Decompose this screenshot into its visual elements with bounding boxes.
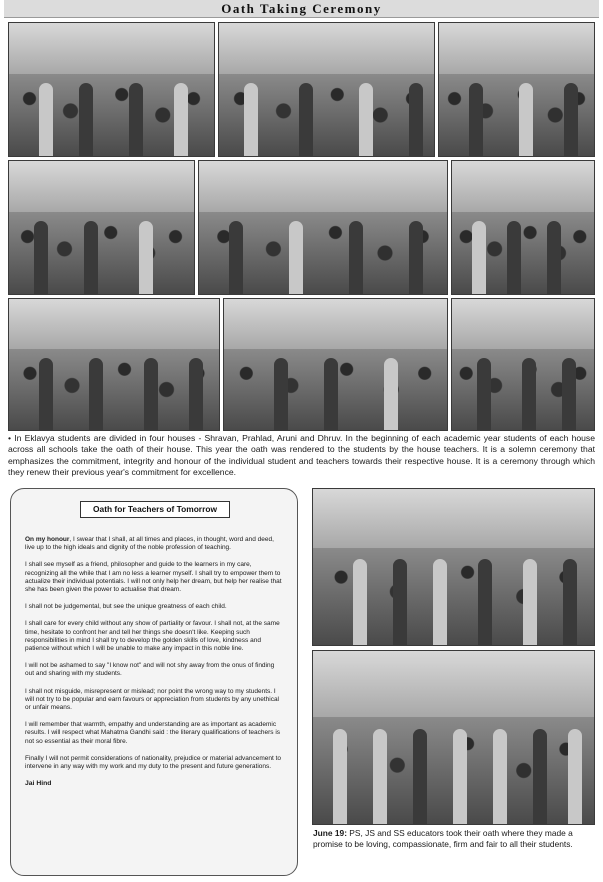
- oath-paragraph: I will remember that warmth, empathy and understanding are as important as academic results. I will respect what Mahatma Gandhi said : the literary qualifications of teachers is not so essential as their moral fibre.: [25, 721, 281, 745]
- photo-teachers-bottom: [312, 650, 595, 825]
- title-bar: [4, 0, 599, 18]
- oath-lead: On my honour: [25, 536, 70, 543]
- photo-teachers-top: [312, 488, 595, 646]
- photo-row3-right: [451, 298, 595, 431]
- oath-paragraph: I shall not misguide, misrepresent or mislead; nor point the wrong way to my students. I will not try to be popular and earn favours or appreciation from students by any unethical or unfair means.: [25, 687, 280, 712]
- page-title: Oath Taking Ceremony: [221, 0, 382, 16]
- oath-paragraph: [25, 536, 285, 552]
- photo-row2-right: [451, 160, 595, 295]
- oath-closing: Jai Hind: [25, 780, 52, 788]
- oath-box: [10, 488, 298, 876]
- oath-first-text: , I swear that I shall, at all times and places, in thought, word and deed, live up to the high ideals and dignity of the noble profession of teaching.: [25, 536, 274, 552]
- june-caption: [313, 828, 597, 850]
- oath-paragraph: I shall see myself as a friend, philosopher and guide to the learners in my care, recognizing all the while that I am no less a learner myself. I shall try to empower them to actualize their individual potentials. I will not only help her dream, but help her realise that she has been given the power to actualise that dream.: [25, 561, 282, 594]
- oath-title: Oath for Teachers of Tomorrow: [80, 501, 230, 518]
- june-caption-date: June 19:: [313, 828, 347, 838]
- photo-row3-middle: [223, 298, 448, 431]
- oath-paragraph: Finally I will not permit considerations of nationality, prejudice or material advancement to intervene in any way with my work and my duty to the present and future generations.: [25, 754, 282, 771]
- oath-paragraph: I will not be ashamed to say "I know not" and will not shy away from the onus of finding out and sharing with my students.: [25, 662, 275, 678]
- june-caption-text: PS, JS and SS educators took their oath where they made a promise to be loving, compassionate, firm and fair to all their students.: [313, 828, 573, 850]
- photo-row1-right: [438, 22, 595, 157]
- oath-paragraph: I shall care for every child without any show of partiality or favour. I shall not, at the same time, hesitate to confront her and tell her things she doesn't like. Keeping such responsibilities in mind I shall try to develop the golden skills of love, kindness and patience without which I will be unable to make any impact in this noble line.: [25, 620, 280, 653]
- photo-row3-left: [8, 298, 220, 431]
- photo-row1-middle: [218, 22, 435, 157]
- oath-paragraph: I shall not be judgemental, but see the unique greatness of each child.: [25, 603, 227, 611]
- main-caption: • In Eklavya students are divided in four houses - Shravan, Prahlad, Aruni and Dhruv. In the beginning of each academic year students of each house across all schools take the oath of their house. This year the oath was rendered to the students by the house teachers. It is a solemn ceremony that emphasizes the commitment, integrity and honour of the individual student and teachers towards their respective house. It is a ceremony through which they renew their previous year's commitment for excellence.: [8, 433, 595, 478]
- photo-row1-left: [8, 22, 215, 157]
- newsletter-page: [4, 0, 599, 882]
- photo-row2-middle: [198, 160, 448, 295]
- photo-row2-left: [8, 160, 195, 295]
